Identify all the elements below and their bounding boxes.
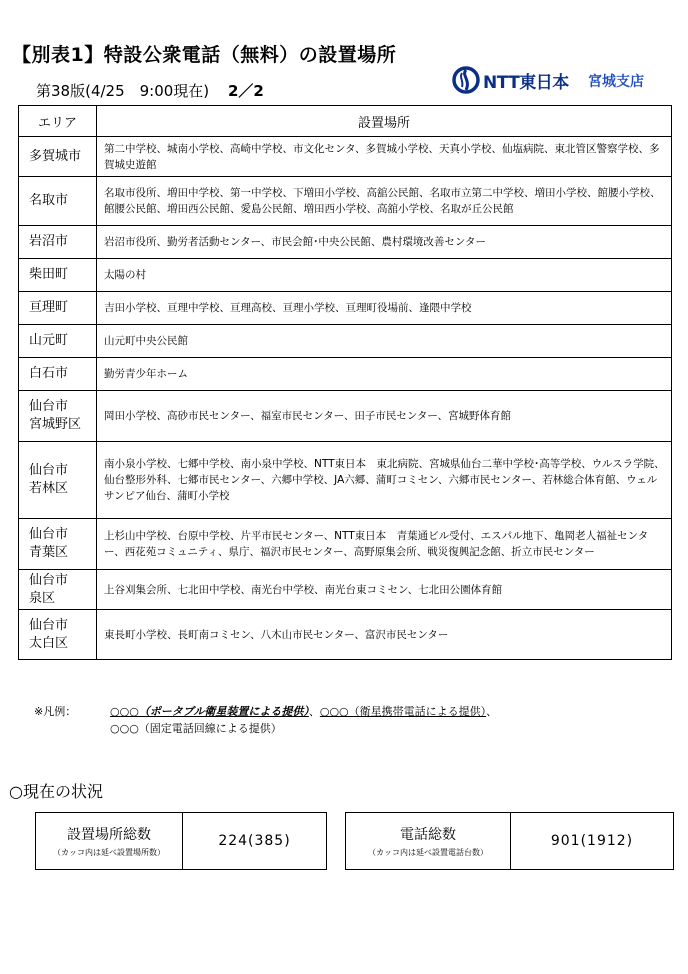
row-area: 仙台市 泉区	[19, 570, 97, 610]
legend	[34, 703, 497, 737]
legend-label: ※凡例：	[34, 705, 77, 718]
row-locations: 岡田小学校、高砂市民センター、福室市民センター、田子市民センター、宮城野体育館	[97, 391, 672, 442]
legend-fixed: ○○○（固定電話回線による提供）	[110, 722, 282, 735]
row-locations: 太陽の村	[97, 259, 672, 292]
locations-total-value: 224(385)	[218, 833, 291, 849]
locations-total-note: （カッコ内は延べ設置場所数）	[53, 848, 165, 857]
table-row	[19, 292, 672, 325]
legend-separator: 、	[308, 705, 320, 718]
location-table	[18, 105, 672, 660]
edition-line	[36, 80, 264, 101]
row-area: 仙台市 宮城野区	[19, 391, 97, 442]
row-area: 多賀城市	[19, 137, 97, 177]
row-locations: 東長町小学校、長町南コミセン、八木山市民センター、富沢市民センター	[97, 610, 672, 660]
legend-satellite: ○○○（衛星携帯電話による提供）	[319, 705, 487, 718]
row-area: 柴田町	[19, 259, 97, 292]
status-heading: ○現在の状況	[9, 782, 103, 801]
locations-total-label-cell	[36, 813, 183, 869]
table-row	[19, 610, 672, 660]
row-locations: 上杉山中学校、台原中学校、片平市民センター、NTT東日本 青葉通ビル受付、エスパル地下、亀岡老人福祉センター、西花苑コミュニティ、県庁、福沢市民センター、高野原集会所、戦災復興記念館、折立市民センター	[97, 519, 672, 570]
page-indicator: 2／2	[227, 82, 264, 100]
table-row	[19, 177, 672, 226]
row-area: 山元町	[19, 325, 97, 358]
ntt-logo	[452, 66, 569, 94]
row-area: 仙台市 青葉区	[19, 519, 97, 570]
header-location: 設置場所	[97, 106, 672, 137]
table-row	[19, 137, 672, 177]
table-body	[19, 137, 672, 660]
row-locations: 第二中学校、城南小学校、高崎中学校、市文化センタ、多賀城小学校、天真小学校、仙塩病院、東北管区警察学校、多賀城史遊館	[97, 137, 672, 177]
table-row	[19, 325, 672, 358]
row-locations: 名取市役所、増田中学校、第一中学校、下増田小学校、高舘公民館、名取市立第二中学校、増田小学校、館腰小学校、館腰公民館、増田西公民館、愛島公民館、増田西小学校、高舘小学校、名取が丘公民館	[97, 177, 672, 226]
row-area: 亘理町	[19, 292, 97, 325]
table-row	[19, 570, 672, 610]
phones-total-box	[345, 812, 674, 870]
table-row	[19, 519, 672, 570]
row-area: 名取市	[19, 177, 97, 226]
row-locations: 南小泉小学校、七郷中学校、南小泉中学校、NTT東日本 東北病院、宮城県仙台二華中学校･高等学校、ウルスラ学院、仙台整形外科、七郷市民センター、六郷中学校、JA六郷、蒲町コミセン、六郷市民センター、若林総合体育館、ウェルサンピア仙台、蒲町小学校	[97, 442, 672, 519]
ntt-logo-text: NTT東日本	[483, 72, 569, 93]
row-locations: 上谷刈集会所、七北田中学校、南光台中学校、南光台東コミセン、七北田公園体育館	[97, 570, 672, 610]
locations-total-label: 設置場所総数	[67, 827, 151, 843]
row-area: 岩沼市	[19, 226, 97, 259]
header-area: エリア	[19, 106, 97, 137]
row-locations: 岩沼市役所、勤労者活動センター、市民会館･中央公民館、農村環境改善センター	[97, 226, 672, 259]
table-row	[19, 259, 672, 292]
row-area: 白石市	[19, 358, 97, 391]
table-row	[19, 226, 672, 259]
phones-total-value: 901(1912)	[550, 833, 634, 849]
row-locations: 山元町中央公民館	[97, 325, 672, 358]
table-header-row	[19, 106, 672, 137]
legend-separator: 、	[486, 705, 498, 718]
branch-name: 宮城支店	[588, 74, 644, 90]
locations-total-box	[35, 812, 327, 870]
table-row	[19, 442, 672, 519]
table-row	[19, 358, 672, 391]
row-area: 仙台市 太白区	[19, 610, 97, 660]
edition-label: 第38版(4/25 9:00現在)	[36, 82, 210, 100]
phones-total-note: （カッコ内は延べ設置電話台数）	[368, 848, 488, 857]
ntt-logo-icon	[452, 66, 480, 94]
phones-total-label: 電話総数	[400, 827, 456, 843]
row-locations: 勤労青少年ホーム	[97, 358, 672, 391]
table-row	[19, 391, 672, 442]
page-title: 【別表1】特設公衆電話（無料）の設置場所	[12, 44, 397, 66]
row-locations: 吉田小学校、亘理中学校、亘理高校、亘理小学校、亘理町役場前、逢隈中学校	[97, 292, 672, 325]
legend-portable: ○○○（ポータブル衛星装置による提供）	[110, 705, 309, 718]
phones-total-label-cell	[346, 813, 511, 869]
row-area: 仙台市 若林区	[19, 442, 97, 519]
